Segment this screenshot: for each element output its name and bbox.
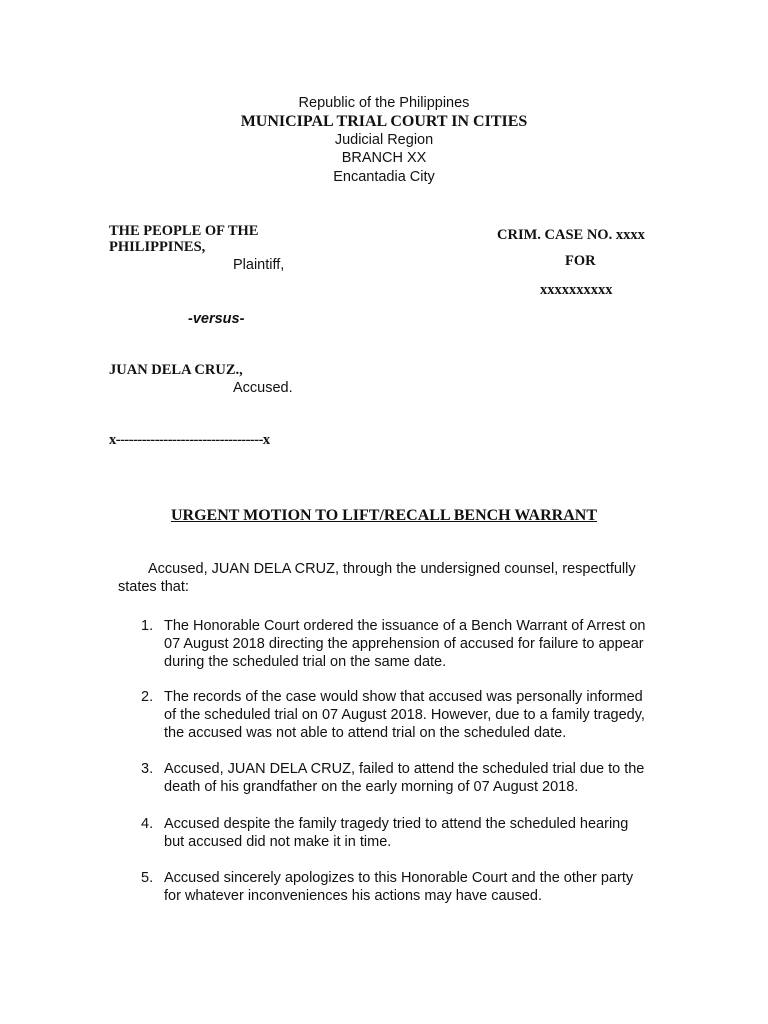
list-item	[141, 688, 678, 742]
versus-label: -versus-	[188, 311, 245, 327]
case-number: CRIM. CASE NO. xxxx	[497, 227, 645, 243]
list-item-line: 07 August 2018 directing the apprehension of accused for failure to appear	[164, 636, 644, 652]
list-item	[141, 815, 678, 851]
list-item-line: Accused sincerely apologizes to this Honorable Court and the other party	[164, 870, 634, 886]
case-offense: xxxxxxxxxx	[540, 282, 613, 298]
list-item-number: 3.	[141, 761, 154, 777]
list-item-line: during the scheduled trial on the same date.	[164, 654, 447, 670]
intro-line-2: states that:	[118, 579, 189, 595]
list-item-line: Accused despite the family tragedy tried to attend the scheduled hearing	[164, 816, 629, 832]
branch-line: BRANCH XX	[341, 150, 427, 166]
accused-name: JUAN DELA CRUZ.,	[109, 362, 243, 378]
list-item-number: 5.	[141, 870, 154, 886]
list-item-number: 4.	[141, 816, 154, 832]
list-item-line: Accused, JUAN DELA CRUZ, failed to attend the scheduled trial due to the	[164, 761, 645, 777]
court-name: MUNICIPAL TRIAL COURT IN CITIES	[240, 113, 528, 130]
plaintiff-name-line1: THE PEOPLE OF THE	[109, 223, 259, 239]
list-item	[141, 617, 678, 671]
case-for: FOR	[565, 253, 596, 269]
plaintiff-role: Plaintiff,	[233, 257, 285, 273]
accused-role: Accused.	[233, 380, 293, 396]
judicial-region: Judicial Region	[334, 132, 434, 148]
list-item-line: The Honorable Court ordered the issuance of a Bench Warrant of Arrest on	[164, 618, 646, 634]
list-item-line: for whatever inconveniences his actions may have caused.	[164, 888, 543, 904]
list-item-line: The records of the case would show that accused was personally informed	[164, 689, 643, 705]
republic-line: Republic of the Philippines	[298, 95, 470, 111]
list-item-line: but accused did not make it in time.	[164, 834, 392, 850]
city-line: Encantadia City	[333, 169, 435, 185]
list-item-line: of the scheduled trial on 07 August 2018. However, due to a family tragedy,	[164, 707, 645, 723]
list-item-line: the accused was not able to attend trial on the scheduled date.	[164, 725, 567, 741]
list-item	[141, 869, 678, 905]
list-item-number: 2.	[141, 689, 154, 705]
intro-line-1: Accused, JUAN DELA CRUZ, through the undersigned counsel, respectfully	[148, 561, 636, 577]
list-item-number: 1.	[141, 618, 154, 634]
caption-separator: x----------------------------------x	[109, 432, 270, 448]
list-item-line: death of his grandfather on the early morning of 07 August 2018.	[164, 779, 579, 795]
motion-title: URGENT MOTION TO LIFT/RECALL BENCH WARRANT	[170, 507, 597, 524]
plaintiff-name	[109, 223, 258, 255]
plaintiff-name-line2: PHILIPPINES,	[109, 239, 206, 255]
list-item	[141, 760, 678, 796]
